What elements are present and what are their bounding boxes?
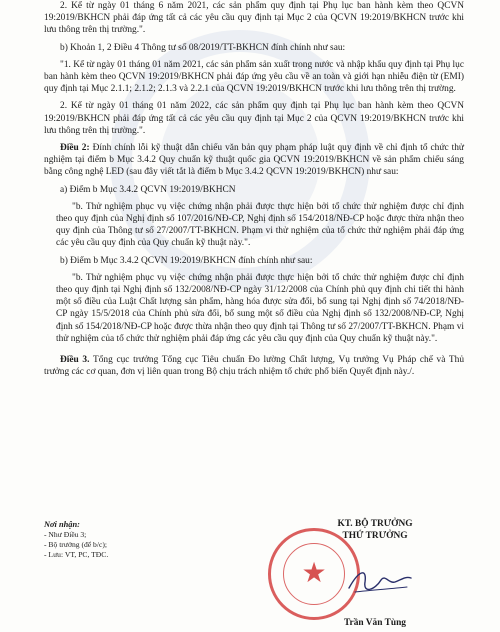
recipient-item: - Lưu: VT, PC, TĐC. [44,550,109,559]
paragraph [44,272,464,345]
paragraph [44,142,464,179]
paragraph-text: 2. Kể từ ngày 01 tháng 01 năm 2022, các sản phẩm quy định tại Phụ lục ban hành kèm theo QCVN 19:2019/BKHCN phải đáp ứng tất cả các yêu cầu quy định tại Mục 2 của QCVN 19:2019/BKHCN trước khi lưu thông trên thị trường.". [44,101,464,136]
signer-name: Trần Văn Tùng [343,618,406,628]
paragraph-text: "b. Thử nghiệm phục vụ việc chứng nhận phải được thực hiện bởi tổ chức thử nghiệm được chỉ định theo quy định tại Nghị định số 132/2008/NĐ-CP ngày 31/12/2008 của Chính phủ quy định chi tiết thi hành một số điều của Luật Chất lượng sản phẩm, hàng hóa được sửa đổi, bổ sung tại Nghị định số 74/2018/NĐ-CP ngày 15/5/2018 của Chính phủ sửa đổi, bổ sung một số điều của Nghị định số 132/2008/NĐ-CP, Nghị định số 154/2018/NĐ-CP hoặc được thừa nhận theo quy định tại Thông tư số 27/2007/TT-BKHCN. Phạm vi thử nghiệm của tổ chức thử nghiệm phải đáp ứng các yêu cầu quy định của Quy chuẩn kỹ thuật này.". [56,272,464,344]
paragraph-text: "1. Kể từ ngày 01 tháng 01 năm 2021, các sản phẩm sản xuất trong nước và nhập khẩu quy định tại Phụ lục ban hành kèm theo QCVN 19:2019/BKHCN phải đáp ứng yêu cầu về an toàn và giới hạn nhiễu điện từ (EMI) quy định tại Mục 2.1.1; 2.1.2; 2.1.3 và 2.2.1 của QCVN 19:2019/BKHCN trước khi lưu thông trên thị trường. [44,59,464,95]
recipient-item: - Bộ trưởng (để b/c); [44,540,107,549]
paragraph-text: "b. Thử nghiệm phục vụ việc chứng nhận phải được thực hiện bởi tổ chức thử nghiệm được chỉ định theo quy định của Nghị định số 107/2016/NĐ-CP, Nghị định số 154/2018/NĐ-CP hoặc được thừa nhận theo quy định của Thông tư số 27/2007/TT-BKHCN. Phạm vi thử nghiệm của tổ chức thử nghiệm phải đáp ứng các yêu cầu quy định của Quy chuẩn kỹ thuật này.". [56,201,464,249]
paragraph-text: 2. Kể từ ngày 01 tháng 6 năm 2021, các sản phẩm quy định tại Phụ lục ban hành kèm theo QCVN 19:2019/BKHCN phải đáp ứng tất cả các yêu cầu quy định tại Mục 2 của QCVN 19:2019/BKHCN trước khi lưu thông trên thị trường.". [44,1,464,36]
paragraph [44,42,464,54]
paragraph [44,184,464,196]
paragraph-text: b) Khoản 1, 2 Điều 4 Thông tư số 08/2019/TT-BKHCN đính chính như sau: [60,42,346,53]
paragraph-text: Tổng cục trưởng Tổng cục Tiêu chuẩn Đo lường Chất lượng, Vụ trưởng Vụ Pháp chế và Thủ trưởng các cơ quan, đơn vị liên quan trong Bộ chịu trách nhiệm tổ chức phổ biến Quyết định này./. [44,355,465,378]
stamp-star-icon: ★ [301,556,327,589]
paragraph-text: b) Điểm b Mục 3.4.2 QCVN 19:2019/BKHCN đính chính như sau: [60,255,313,266]
signature-block [290,518,460,542]
paragraph [44,59,464,96]
paragraph-text: Đính chính lỗi kỹ thuật dẫn chiếu văn bản quy phạm pháp luật quy định về chỉ định tổ chức thử nghiệm tại điểm b Mục 3.4.2 Quy chuẩn kỹ thuật quốc gia QCVN 19:2019/BKHCN về sản phẩm chiếu sáng bằng công nghệ LED (sau đây viết tắt là điểm b Mục 3.4.2 QCVN 19:2019/BKHCN) như sau: [44,143,464,178]
paragraph-text: a) Điểm b Mục 3.4.2 QCVN 19:2019/BKHCN [60,184,236,195]
paragraph [44,354,464,378]
paragraph [44,201,464,250]
paragraph [44,255,464,267]
signer-role-primary: KT. BỘ TRƯỞNG [337,519,413,529]
recipients-block [44,520,224,560]
recipient-item: - Như Điều 3; [44,530,87,539]
handwritten-signature [345,560,415,600]
document-body [44,0,464,378]
article-heading: Điều 3. [60,355,90,366]
paragraph [44,0,464,37]
signer-role-secondary: THỨ TRƯỞNG [342,531,408,541]
article-heading: Điều 2: [60,143,90,154]
paragraph [44,100,464,137]
recipients-title: Nơi nhận: [44,520,80,529]
